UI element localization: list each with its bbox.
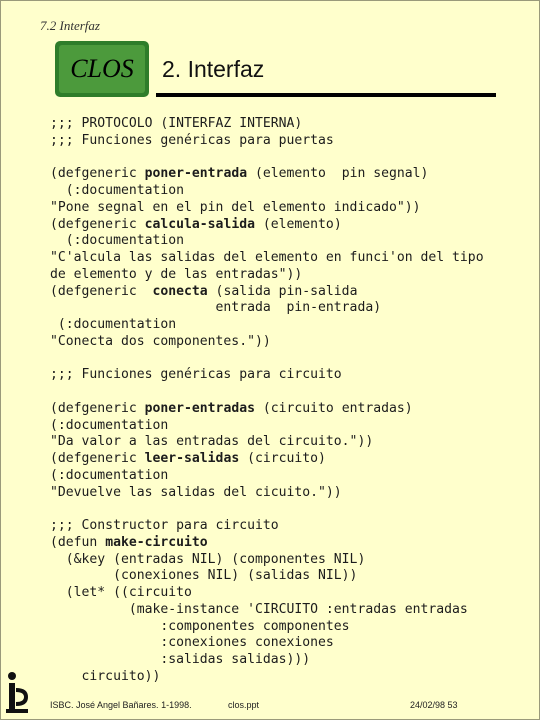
code-text: (let* ((circuito xyxy=(50,585,192,600)
code-line xyxy=(50,434,484,451)
code-text: (:documentation xyxy=(50,233,185,249)
code-line xyxy=(50,284,484,301)
code-line xyxy=(50,317,484,334)
code-function-name: make-circuito xyxy=(105,534,208,550)
clos-logo xyxy=(55,41,149,97)
clos-logo-text: CLOS xyxy=(70,54,134,83)
code-text: (elemento) xyxy=(254,216,342,232)
code-text: "Da valor a las entradas del circuito.")) xyxy=(50,434,374,450)
code-line xyxy=(50,669,484,686)
code-function-name: poner-entradas xyxy=(144,400,255,416)
code-line xyxy=(50,250,484,267)
author-logo-icon xyxy=(4,670,32,716)
footer-author: ISBC. José Angel Bañares. 1-1998. xyxy=(50,700,192,710)
code-function-name: leer-salidas xyxy=(144,451,240,466)
code-function-name: poner-entrada xyxy=(144,166,248,182)
code-block xyxy=(50,116,484,686)
code-line xyxy=(50,451,484,468)
section-label: 7.2 Interfaz xyxy=(40,18,100,33)
code-line xyxy=(50,351,484,368)
code-text: ;;; PROTOCOLO (INTERFAZ INTERNA) xyxy=(50,116,303,131)
code-text: (circuito entradas) xyxy=(254,400,413,416)
code-line xyxy=(50,166,484,183)
code-text: ;;; Funciones genéricas para puertas xyxy=(50,132,334,148)
code-line xyxy=(50,518,484,535)
code-line xyxy=(50,300,484,317)
code-line xyxy=(50,468,484,485)
code-line xyxy=(50,418,484,435)
code-function-name: calcula-salida xyxy=(144,216,255,232)
code-text: (salida pin-salida xyxy=(207,283,358,299)
code-line xyxy=(50,267,484,284)
code-text: ;;; Funciones genéricas para circuito xyxy=(50,367,342,383)
code-line xyxy=(50,183,484,200)
code-line xyxy=(50,367,484,384)
code-text: :componentes componentes xyxy=(50,618,350,634)
code-text: (conexiones NIL) (salidas NIL)) xyxy=(50,568,358,584)
code-text: (:documentation xyxy=(50,417,169,433)
code-line xyxy=(50,217,484,234)
code-text: (defgeneric xyxy=(50,283,153,299)
footer-file: clos.ppt xyxy=(228,700,260,710)
code-line xyxy=(50,200,484,217)
code-text: (&key (entradas NIL) (componentes NIL) xyxy=(50,551,366,567)
code-line xyxy=(50,501,484,518)
code-text: "Devuelve las salidas del cicuito.")) xyxy=(50,484,342,500)
code-line xyxy=(50,652,484,669)
code-text: (:documentation xyxy=(50,467,169,483)
code-text: (elemento pin segnal) xyxy=(247,166,429,182)
code-line xyxy=(50,619,484,636)
code-text: (defgeneric xyxy=(50,216,145,232)
code-line xyxy=(50,116,484,133)
code-text: (circuito) xyxy=(239,451,326,466)
code-text: (defgeneric xyxy=(50,400,145,416)
code-text: entrada pin-entrada) xyxy=(50,300,382,316)
code-text: "Pone segnal en el pin del elemento indicado")) xyxy=(50,199,421,215)
code-line xyxy=(50,133,484,150)
slide-title: 2. Interfaz xyxy=(162,56,265,82)
code-text: (defgeneric xyxy=(50,451,145,466)
code-text: ;;; Constructor para circuito xyxy=(50,518,279,533)
clos-logo-inner xyxy=(59,45,145,93)
code-line xyxy=(50,401,484,418)
code-text: circuito)) xyxy=(50,668,161,684)
code-text: "C'alcula las salidas del elemento en funci'on del tipo xyxy=(50,250,484,265)
code-line xyxy=(50,568,484,585)
code-text: :conexiones conexiones xyxy=(50,635,334,651)
code-line xyxy=(50,585,484,602)
title-underline xyxy=(156,93,496,97)
code-text: (:documentation xyxy=(50,317,177,332)
code-line xyxy=(50,635,484,652)
code-line xyxy=(50,334,484,351)
code-text: (defun xyxy=(50,534,106,550)
code-text: (make-instance 'CIRCUITO :entradas entradas xyxy=(50,601,468,617)
code-line xyxy=(50,233,484,250)
code-line xyxy=(50,150,484,167)
footer-date-page: 24/02/98 53 xyxy=(410,700,458,710)
code-text: "Conecta dos componentes.")) xyxy=(50,333,271,349)
code-text: (:documentation xyxy=(50,183,185,198)
code-text: de elemento y de las entradas")) xyxy=(50,266,303,282)
code-line xyxy=(50,552,484,569)
code-function-name: conecta xyxy=(152,283,208,299)
code-line xyxy=(50,384,484,401)
code-text: :salidas salidas))) xyxy=(50,652,311,667)
code-line xyxy=(50,535,484,552)
code-text: (defgeneric xyxy=(50,166,145,182)
code-line xyxy=(50,485,484,502)
code-line xyxy=(50,602,484,619)
